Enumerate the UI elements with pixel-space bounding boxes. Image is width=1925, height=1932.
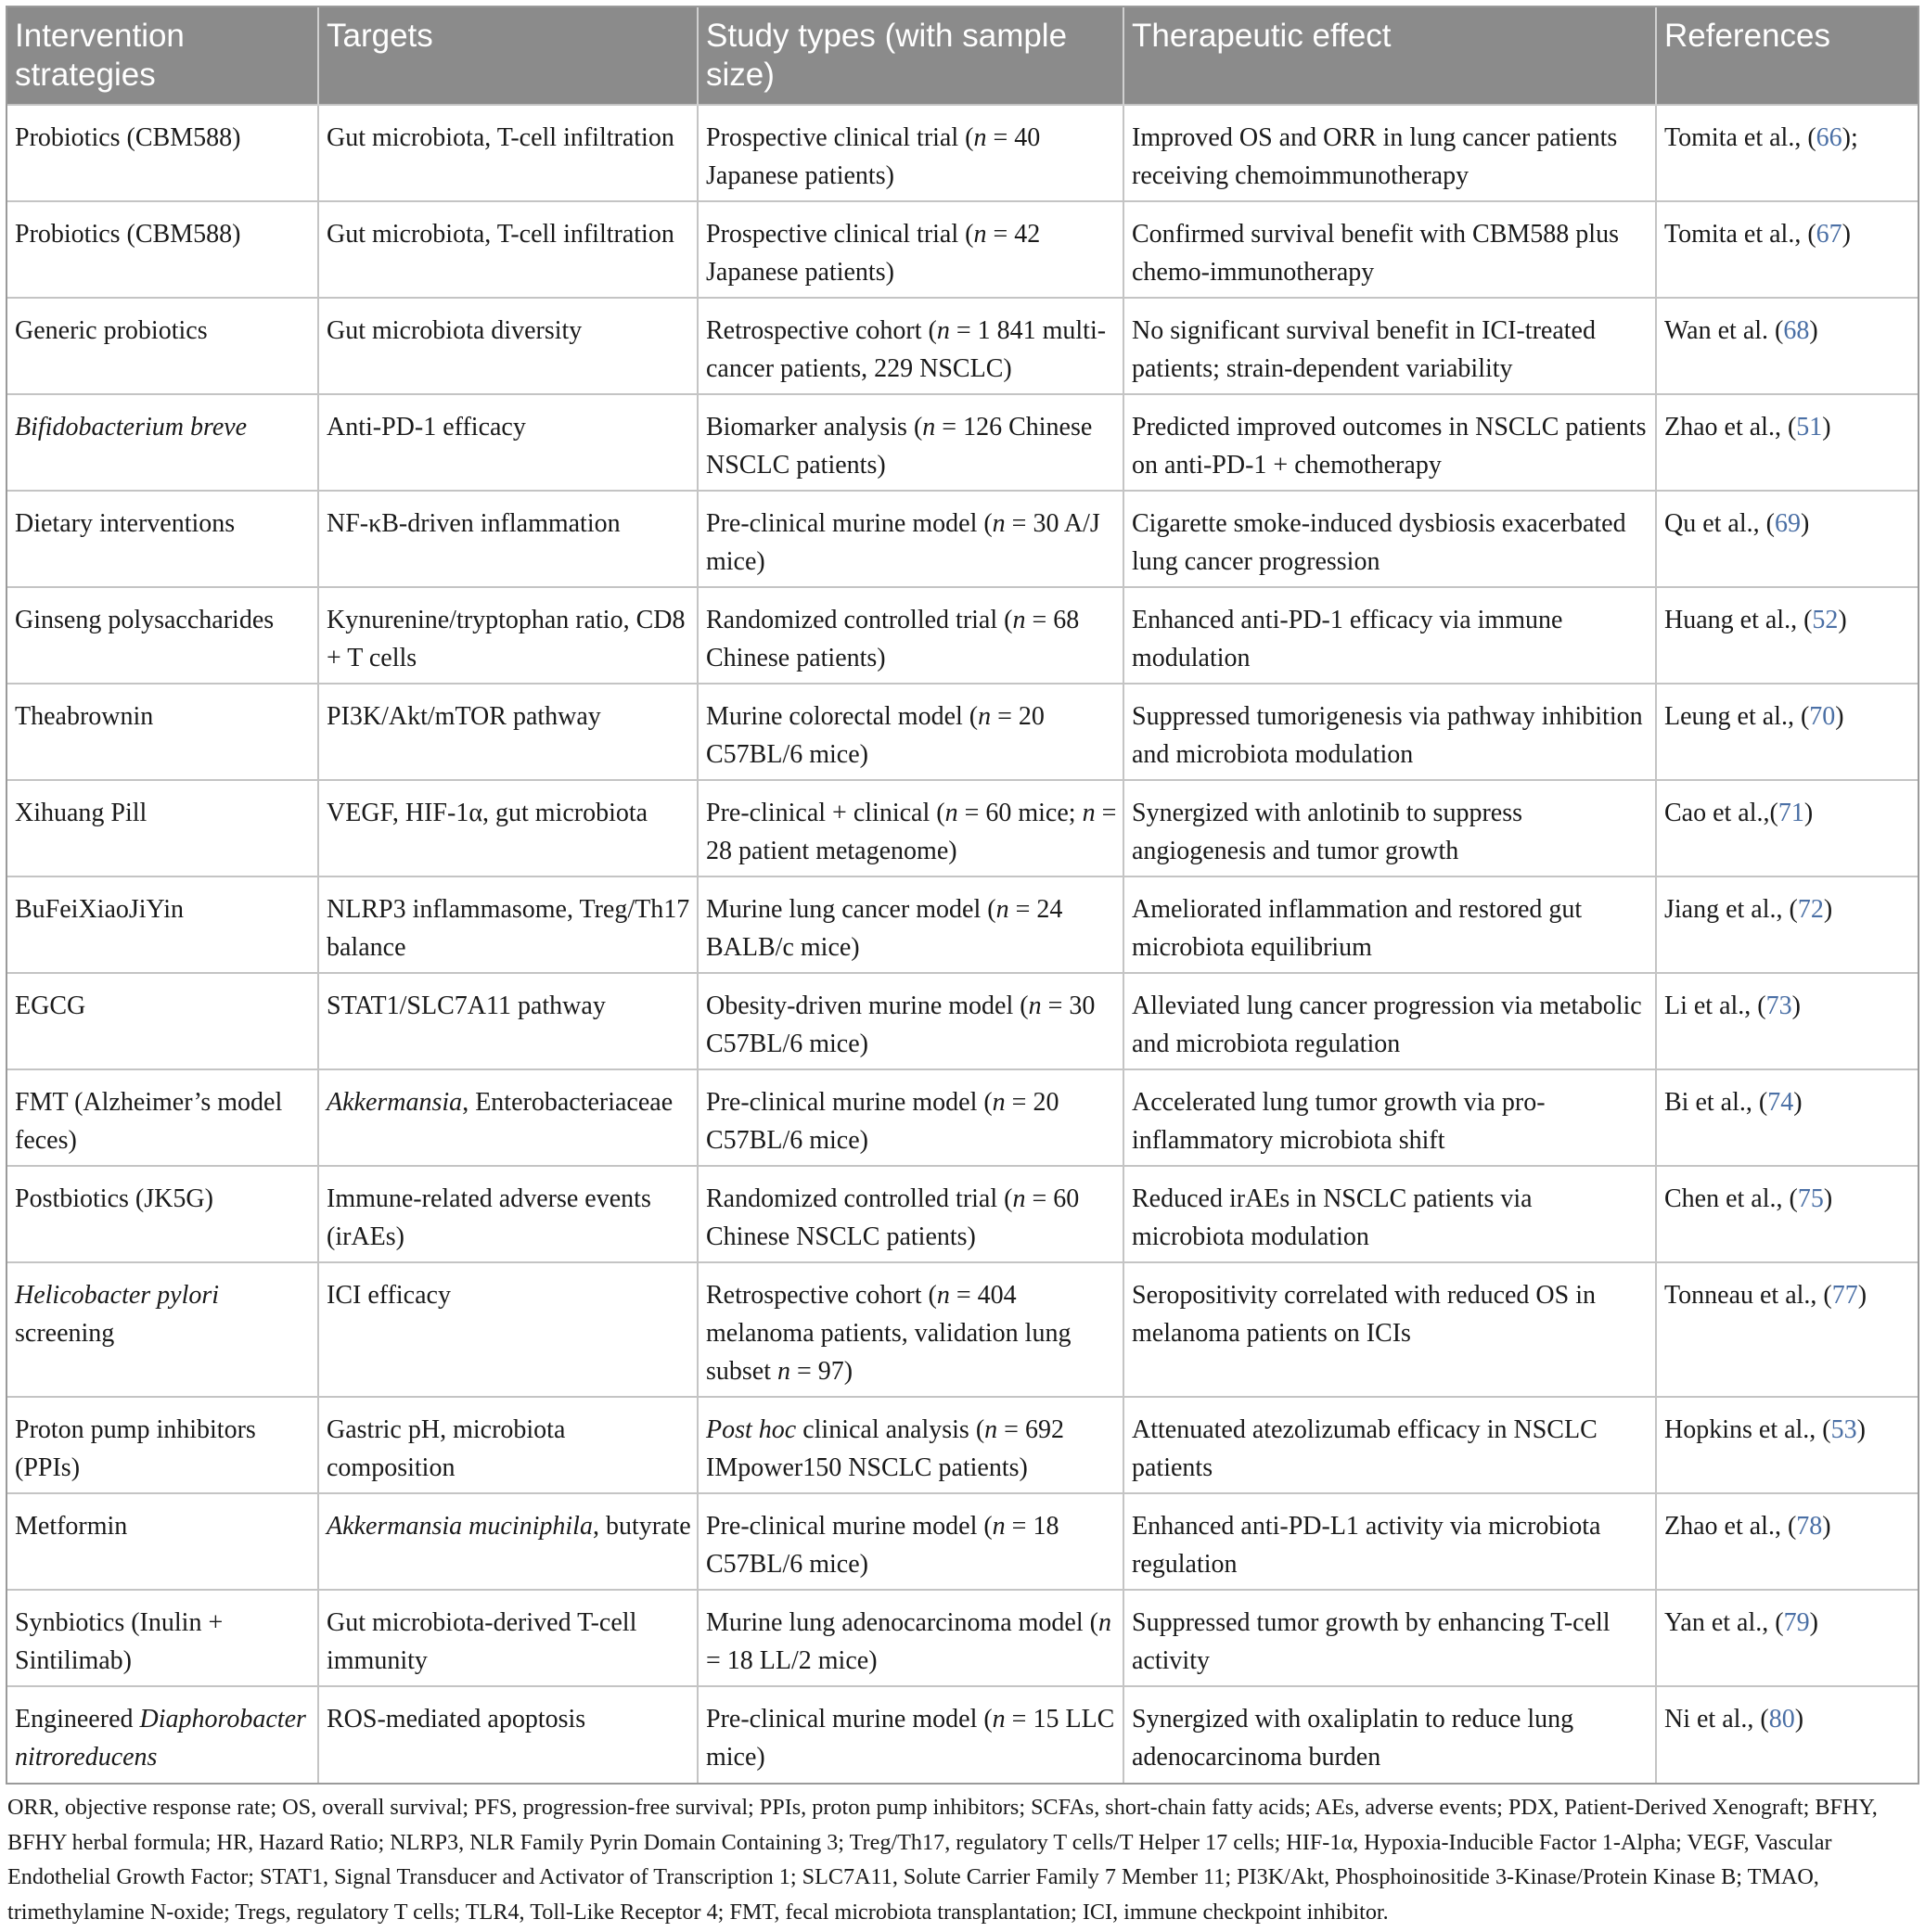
table-row (7, 1686, 1918, 1783)
text-run: BuFeiXiaoJiYin (15, 895, 185, 924)
text-run: Ginseng polysaccharides (15, 606, 275, 634)
text-run: = 68 Chinese patients) (706, 606, 1080, 672)
header-therapeutic-effect: Therapeutic effect (1123, 7, 1656, 105)
text-run: = 28 patient metagenome) (706, 799, 1117, 865)
reference-author: Yan et al., ( (1664, 1608, 1784, 1637)
text-run: Prospective clinical trial ( (706, 123, 974, 152)
reference-author: Bi et al., ( (1664, 1088, 1768, 1117)
text-run: Pre-clinical + clinical ( (706, 799, 945, 827)
header-row (7, 7, 1918, 105)
cell-targets (318, 684, 698, 780)
text-run: , Enterobacteriaceae (462, 1088, 674, 1117)
text-run: = 60 mice; (957, 799, 1083, 827)
reference-author: Jiang et al., ( (1664, 895, 1798, 924)
table (7, 7, 1918, 1783)
reference-tail: ) (1842, 220, 1851, 249)
cell-targets (318, 780, 698, 876)
text-run: = 30 A/J mice) (706, 509, 1100, 576)
reference-link[interactable]: 70 (1809, 702, 1836, 731)
reference-author: Zhao et al., ( (1664, 413, 1797, 441)
text-run: Pre-clinical murine model ( (706, 509, 993, 538)
reference-link[interactable]: 79 (1783, 1608, 1810, 1637)
cell-strategy (7, 1686, 318, 1783)
cell-therapeutic-effect: No significant survival benefit in ICI-treated patients; strain-dependent variability (1123, 298, 1656, 394)
text-run: STAT1/SLC7A11 pathway (327, 992, 606, 1020)
cell-reference (1656, 1493, 1918, 1590)
text-run: Gastric pH, microbiota composition (327, 1415, 566, 1482)
cell-reference (1656, 876, 1918, 973)
table-row (7, 780, 1918, 876)
table-row (7, 1397, 1918, 1493)
text-run: Kynurenine/tryptophan ratio, CD8 + T cells (327, 606, 686, 672)
cell-strategy (7, 1166, 318, 1262)
cell-targets (318, 973, 698, 1069)
text-run: = 42 Japanese patients) (706, 220, 1041, 287)
text-run: Gut microbiota diversity (327, 316, 583, 345)
cell-targets (318, 1166, 698, 1262)
reference-link[interactable]: 72 (1797, 895, 1824, 924)
cell-therapeutic-effect: Accelerated lung tumor growth via pro-inflammatory microbiota shift (1123, 1069, 1656, 1166)
reference-link[interactable]: 73 (1765, 992, 1792, 1020)
table-row (7, 587, 1918, 684)
cell-strategy (7, 394, 318, 491)
cell-study-type (698, 780, 1123, 876)
cell-study-type (698, 1590, 1123, 1686)
text-run: , butyrate (592, 1512, 691, 1541)
cell-targets (318, 394, 698, 491)
text-run: = 24 BALB/c mice) (706, 895, 1063, 962)
reference-tail: ) (1803, 799, 1814, 827)
cell-strategy (7, 298, 318, 394)
cell-study-type (698, 491, 1123, 587)
text-run: Pre-clinical murine model ( (706, 1088, 993, 1117)
text-run: = 692 IMpower150 NSCLC patients) (706, 1415, 1064, 1482)
cell-study-type (698, 201, 1123, 298)
text-run: = 30 C57BL/6 mice) (706, 992, 1096, 1058)
cell-therapeutic-effect: Confirmed survival benefit with CBM588 plus chemo-immunotherapy (1123, 201, 1656, 298)
cell-reference (1656, 1590, 1918, 1686)
reference-link[interactable]: 80 (1768, 1705, 1795, 1734)
reference-author: Tomita et al., ( (1664, 123, 1816, 152)
reference-link[interactable]: 69 (1774, 509, 1801, 538)
cell-targets (318, 105, 698, 201)
cell-strategy (7, 684, 318, 780)
cell-therapeutic-effect: Synergized with oxaliplatin to reduce lung adenocarcinoma burden (1123, 1686, 1656, 1783)
italic-text: Bifidobacterium breve (15, 413, 248, 441)
text-run: Murine colorectal model ( (706, 702, 979, 731)
header-targets: Targets (318, 7, 698, 105)
cell-study-type (698, 1686, 1123, 1783)
reference-author: Tonneau et al., ( (1664, 1281, 1832, 1310)
cell-strategy (7, 973, 318, 1069)
reference-author: Chen et al., ( (1664, 1184, 1798, 1213)
italic-text: n (944, 799, 958, 827)
table-row (7, 1166, 1918, 1262)
cell-study-type (698, 105, 1123, 201)
cell-study-type (698, 1166, 1123, 1262)
cell-therapeutic-effect: Predicted improved outcomes in NSCLC patients on anti-PD-1 + chemotherapy (1123, 394, 1656, 491)
cell-study-type (698, 1493, 1123, 1590)
text-run: = 15 LLC mice) (706, 1705, 1115, 1772)
text-run: Postbiotics (JK5G) (15, 1184, 213, 1213)
cell-reference (1656, 1262, 1918, 1397)
cell-reference (1656, 201, 1918, 298)
reference-link[interactable]: 75 (1797, 1184, 1824, 1213)
text-run: Retrospective cohort ( (706, 1281, 937, 1310)
cell-strategy (7, 491, 318, 587)
cell-reference (1656, 684, 1918, 780)
cell-targets (318, 1262, 698, 1397)
reference-author: Qu et al., ( (1664, 509, 1775, 538)
text-run: = 97) (790, 1357, 853, 1386)
reference-tail: ) (1791, 992, 1801, 1020)
reference-author: Zhao et al., ( (1664, 1512, 1797, 1541)
reference-author: Wan et al. ( (1664, 316, 1784, 345)
reference-author: Cao et al.,( (1664, 799, 1778, 827)
text-run: Randomized controlled trial ( (706, 606, 1013, 634)
text-run: Obesity-driven murine model ( (706, 992, 1029, 1020)
cell-therapeutic-effect: Cigarette smoke-induced dysbiosis exacerbated lung cancer progression (1123, 491, 1656, 587)
cell-study-type (698, 973, 1123, 1069)
table-row (7, 973, 1918, 1069)
reference-link[interactable]: 68 (1783, 316, 1810, 345)
cell-targets (318, 491, 698, 587)
text-run: ROS-mediated apoptosis (327, 1705, 586, 1734)
table-row (7, 1493, 1918, 1590)
italic-text: n (984, 1415, 998, 1444)
reference-tail: ) (1823, 1184, 1833, 1213)
cell-therapeutic-effect: Seropositivity correlated with reduced OS in melanoma patients on ICIs (1123, 1262, 1656, 1397)
cell-targets (318, 1590, 698, 1686)
text-run: Xihuang Pill (15, 799, 148, 827)
reference-link[interactable]: 52 (1812, 606, 1839, 634)
cell-reference (1656, 1397, 1918, 1493)
reference-tail: ) (1800, 509, 1810, 538)
text-run: Retrospective cohort ( (706, 316, 937, 345)
table-row (7, 876, 1918, 973)
cell-reference (1656, 780, 1918, 876)
reference-tail: ); (1842, 123, 1858, 152)
text-run: FMT (Alzheimer’s model feces) (15, 1088, 283, 1155)
cell-therapeutic-effect: Synergized with anlotinib to suppress angiogenesis and tumor growth (1123, 780, 1656, 876)
text-run: Gut microbiota-derived T-cell immunity (327, 1608, 637, 1675)
table-row (7, 1590, 1918, 1686)
text-run: Pre-clinical murine model ( (706, 1512, 993, 1541)
cell-therapeutic-effect: Enhanced anti-PD-1 efficacy via immune modulation (1123, 587, 1656, 684)
text-run: Pre-clinical murine model ( (706, 1705, 993, 1734)
text-run: Biomarker analysis ( (706, 413, 923, 441)
cell-reference (1656, 1166, 1918, 1262)
cell-targets (318, 1686, 698, 1783)
reference-author: Hopkins et al., ( (1664, 1415, 1831, 1444)
reference-tail: ) (1822, 1512, 1831, 1541)
italic-text: n (1082, 799, 1096, 827)
text-run: Immune-related adverse events (irAEs) (327, 1184, 651, 1251)
table-row (7, 201, 1918, 298)
cell-therapeutic-effect: Alleviated lung cancer progression via metabolic and microbiota regulation (1123, 973, 1656, 1069)
cell-study-type (698, 587, 1123, 684)
text-run: VEGF, HIF-1α, gut microbiota (327, 799, 648, 827)
reference-link[interactable]: 78 (1796, 1512, 1823, 1541)
text-run: Metformin (15, 1512, 128, 1541)
reference-link[interactable]: 66 (1816, 123, 1842, 152)
text-run: = 404 melanoma patients, validation lung subset (706, 1281, 1072, 1386)
reference-author: Ni et al., ( (1664, 1705, 1769, 1734)
text-run: = 20 C57BL/6 mice) (706, 702, 1045, 769)
cell-study-type (698, 1069, 1123, 1166)
cell-study-type (698, 876, 1123, 973)
italic-text: Post hoc (706, 1415, 797, 1444)
italic-text: n (922, 413, 936, 441)
italic-text: n (992, 1512, 1006, 1541)
cell-reference (1656, 491, 1918, 587)
cell-strategy (7, 1397, 318, 1493)
cell-therapeutic-effect: Attenuated atezolizumab efficacy in NSCLC patients (1123, 1397, 1656, 1493)
cell-therapeutic-effect: Suppressed tumor growth by enhancing T-cell activity (1123, 1590, 1656, 1686)
cell-study-type (698, 298, 1123, 394)
text-run: = 18 LL/2 mice) (706, 1646, 878, 1675)
cell-therapeutic-effect: Suppressed tumorigenesis via pathway inhibition and microbiota modulation (1123, 684, 1656, 780)
italic-text: n (1028, 992, 1042, 1020)
text-run: = 60 Chinese NSCLC patients) (706, 1184, 1080, 1251)
table-row (7, 1262, 1918, 1397)
text-run: ICI efficacy (327, 1281, 451, 1310)
cell-targets (318, 1493, 698, 1590)
cell-study-type (698, 1262, 1123, 1397)
italic-text: Akkermansia (327, 1088, 463, 1117)
text-run: Probiotics (CBM588) (15, 123, 241, 152)
text-run: = 40 Japanese patients) (706, 123, 1041, 190)
reference-tail: ) (1838, 606, 1847, 634)
italic-text: n (973, 123, 987, 152)
cell-targets (318, 1397, 698, 1493)
reference-author: Leung et al., ( (1664, 702, 1810, 731)
text-run: NLRP3 inflammasome, Treg/Th17 balance (327, 895, 690, 962)
italic-text: n (1012, 606, 1026, 634)
cell-therapeutic-effect: Enhanced anti-PD-L1 activity via microbiota regulation (1123, 1493, 1656, 1590)
cell-study-type (698, 394, 1123, 491)
text-run: Randomized controlled trial ( (706, 1184, 1013, 1213)
cell-reference (1656, 105, 1918, 201)
cell-strategy (7, 587, 318, 684)
cell-therapeutic-effect: Reduced irAEs in NSCLC patients via microbiota modulation (1123, 1166, 1656, 1262)
italic-text: Helicobacter pylori (15, 1281, 220, 1310)
cell-study-type (698, 1397, 1123, 1493)
header-strategies: Intervention strategies (7, 7, 318, 105)
italic-text: n (992, 509, 1006, 538)
reference-tail: ) (1835, 702, 1844, 731)
cell-targets (318, 298, 698, 394)
reference-link[interactable]: 74 (1767, 1088, 1794, 1117)
text-run: Generic probiotics (15, 316, 208, 345)
reference-author: Tomita et al., ( (1664, 220, 1816, 249)
cell-therapeutic-effect: Ameliorated inflammation and restored gut microbiota equilibrium (1123, 876, 1656, 973)
text-run: Synbiotics (Inulin + Sintilimab) (15, 1608, 224, 1675)
intervention-table (6, 6, 1919, 1785)
cell-strategy (7, 876, 318, 973)
cell-strategy (7, 1262, 318, 1397)
cell-strategy (7, 780, 318, 876)
reference-tail: ) (1822, 413, 1831, 441)
italic-text: n (995, 895, 1009, 924)
cell-reference (1656, 394, 1918, 491)
cell-strategy (7, 1069, 318, 1166)
cell-targets (318, 587, 698, 684)
reference-author: Huang et al., ( (1664, 606, 1813, 634)
cell-reference (1656, 1686, 1918, 1783)
cell-targets (318, 876, 698, 973)
table-row (7, 105, 1918, 201)
header-references: References (1656, 7, 1918, 105)
text-run: Gut microbiota, T-cell infiltration (327, 123, 674, 152)
text-run: = 126 Chinese NSCLC patients) (706, 413, 1093, 480)
italic-text: n (1097, 1608, 1111, 1637)
italic-text: n (777, 1357, 790, 1386)
cell-strategy (7, 1493, 318, 1590)
text-run: Gut microbiota, T-cell infiltration (327, 220, 674, 249)
text-run: = 1 841 multi-cancer patients, 229 NSCLC) (706, 316, 1107, 383)
reference-tail: ) (1809, 316, 1818, 345)
cell-reference (1656, 1069, 1918, 1166)
italic-text: n (992, 1705, 1006, 1734)
text-run: Murine lung cancer model ( (706, 895, 996, 924)
reference-link[interactable]: 77 (1831, 1281, 1858, 1310)
reference-link[interactable]: 53 (1830, 1415, 1857, 1444)
reference-link[interactable]: 71 (1777, 799, 1804, 827)
table-row (7, 298, 1918, 394)
table-row (7, 684, 1918, 780)
text-run: Prospective clinical trial ( (706, 220, 974, 249)
reference-author: Li et al., ( (1664, 992, 1766, 1020)
italic-text: Diaphorobacter nitroreducens (15, 1705, 306, 1772)
text-run: Murine lung adenocarcinoma model ( (706, 1608, 1098, 1637)
table-row (7, 491, 1918, 587)
text-run: EGCG (15, 992, 86, 1020)
text-run: Probiotics (CBM588) (15, 220, 241, 249)
cell-reference (1656, 298, 1918, 394)
reference-tail: ) (1809, 1608, 1818, 1637)
text-run: NF-κB-driven inflammation (327, 509, 621, 538)
text-run: screening (15, 1319, 115, 1348)
text-run: Proton pump inhibitors (PPIs) (15, 1415, 256, 1482)
cell-strategy (7, 1590, 318, 1686)
text-run: PI3K/Akt/mTOR pathway (327, 702, 601, 731)
text-run: clinical analysis ( (796, 1415, 985, 1444)
italic-text: n (1012, 1184, 1026, 1213)
text-run: Theabrownin (15, 702, 154, 731)
text-run: Dietary interventions (15, 509, 236, 538)
italic-text: n (973, 220, 987, 249)
reference-tail: ) (1856, 1415, 1866, 1444)
text-run: Anti-PD-1 efficacy (327, 413, 526, 441)
reference-link[interactable]: 67 (1816, 220, 1842, 249)
italic-text: n (978, 702, 992, 731)
text-run: = 18 C57BL/6 mice) (706, 1512, 1059, 1579)
reference-tail: ) (1794, 1705, 1804, 1734)
italic-text: n (992, 1088, 1006, 1117)
table-row (7, 394, 1918, 491)
cell-reference (1656, 587, 1918, 684)
text-run: = 20 C57BL/6 mice) (706, 1088, 1059, 1155)
italic-text: n (936, 1281, 950, 1310)
reference-tail: ) (1793, 1088, 1803, 1117)
text-run: Engineered (15, 1705, 140, 1734)
cell-therapeutic-effect: Improved OS and ORR in lung cancer patients receiving chemoimmunotherapy (1123, 105, 1656, 201)
table-body (7, 105, 1918, 1783)
cell-study-type (698, 684, 1123, 780)
table-row (7, 1069, 1918, 1166)
italic-text: Akkermansia muciniphila (327, 1512, 593, 1541)
header-study-types: Study types (with sample size) (698, 7, 1123, 105)
cell-reference (1656, 973, 1918, 1069)
cell-targets (318, 201, 698, 298)
italic-text: n (936, 316, 950, 345)
reference-tail: ) (1823, 895, 1833, 924)
reference-link[interactable]: 51 (1796, 413, 1823, 441)
table-footnote: ORR, objective response rate; OS, overall survival; PFS, progression-free survival; PPIs, proton pump inhibitors; SCFAs, short-chain fatty acids; AEs, adverse events; PDX, Patient-Derived Xenograft; BFHY, BFHY herbal formula; HR, Hazard Ratio; NLRP3, NLR Family Pyrin Domain Containing 3; Treg/Th17, regulatory T cells/T Helper 17 cells; HIF-1α, Hypoxia-Inducible Factor 1-Alpha; VEGF, Vascular Endothelial Growth Factor; STAT1, Signal Transducer and Activator of Transcription 1; SLC7A11, Solute Carrier Family 7 Member 11; PI3K/Akt, Phosphoinositide 3-Kinase/Protein Kinase B; TMAO, trimethylamine N-oxide; Tregs, regulatory T cells; TLR4, Toll-Like Receptor 4; FMT, fecal microbiota transplantation; ICI, immune checkpoint inhibitor. (7, 1795, 1878, 1925)
cell-strategy (7, 105, 318, 201)
cell-targets (318, 1069, 698, 1166)
reference-tail: ) (1857, 1281, 1867, 1310)
cell-strategy (7, 201, 318, 298)
